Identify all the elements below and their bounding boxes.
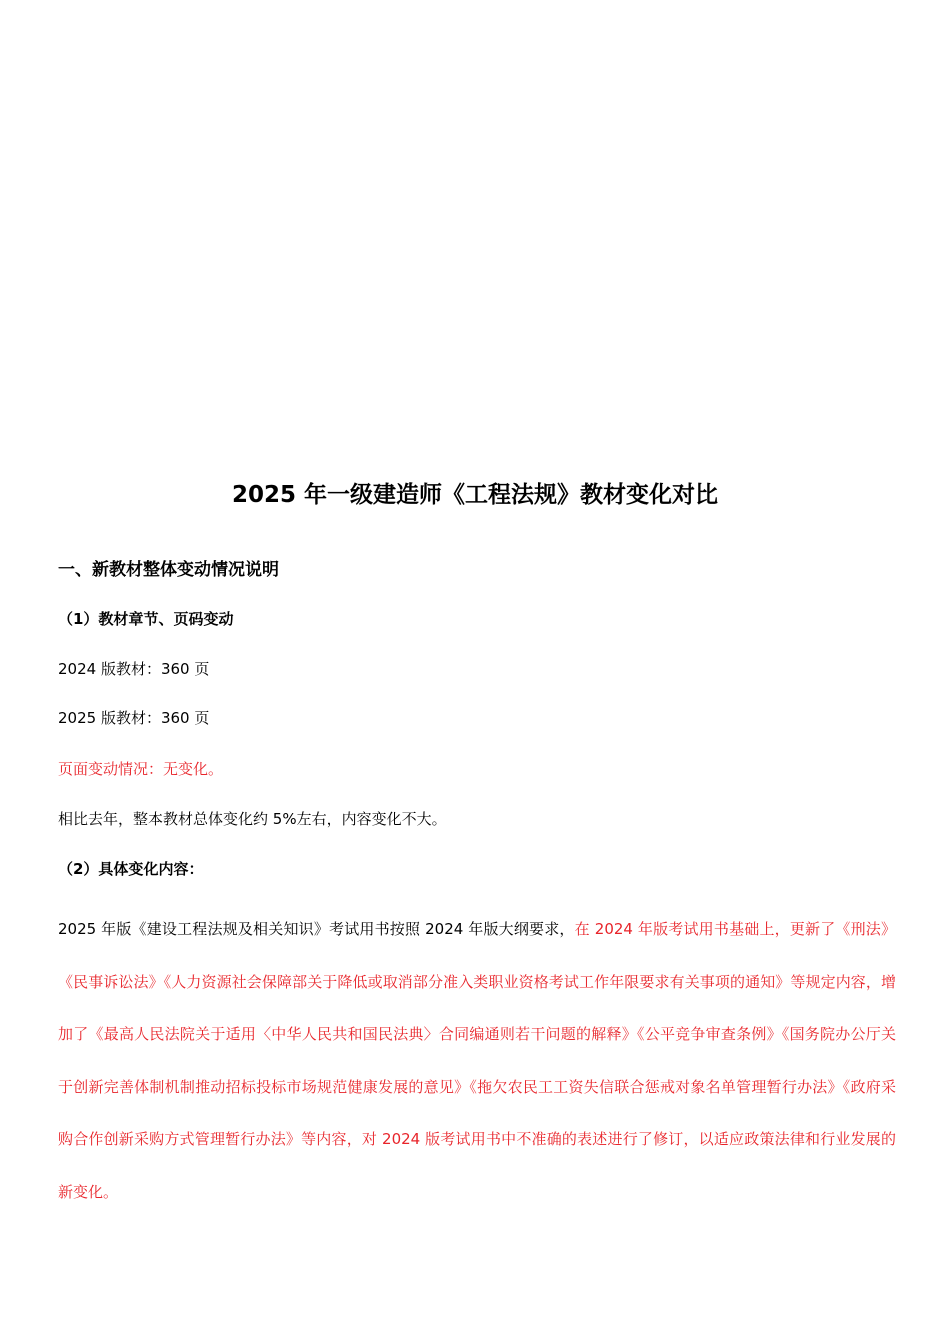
change-summary: 相比去年，整本教材总体变化约 5%左右，内容变化不大。 xyxy=(58,810,447,828)
section-heading-overview: 一、新教材整体变动情况说明 xyxy=(58,560,279,580)
sub-heading-specific-changes: （2）具体变化内容： xyxy=(58,860,204,878)
page-change-status: 页面变动情况：无变化。 xyxy=(58,760,224,778)
line-2025-edition: 2025 版教材：360 页 xyxy=(58,709,210,727)
sub-heading-chapters-pages: （1）教材章节、页码变动 xyxy=(58,610,234,628)
document-title: 2025 年一级建造师《工程法规》教材变化对比 xyxy=(231,482,719,508)
paragraph-intro: 2025 年版《建设工程法规及相关知识》考试用书按照 2024 年版大纲要求， xyxy=(58,920,575,938)
specific-changes-paragraph xyxy=(58,903,896,1219)
paragraph-red-detail: 在 2024 年版考试用书基础上，更新了《刑法》《民事诉讼法》《人力资源社会保障部关于降低或取消部分准入类职业资格考试工作年限要求有关事项的通知》等规定内容，增加了《最高人民法院关于适用〈中华人民共和国民法典〉合同编通则若干问题的解释》《公平竞争审查条例》《国务院办公厅关于创新完善体制机制推动招标投标市场规范健康发展的意见》《拖欠农民工工资失信联合惩戒对象名单管理暂行办法》《政府采购合作创新采购方式管理暂行办法》等内容，对 2024 版考试用书中不准确的表述进行了修订，以适应政策法律和行业发展的新变化。 xyxy=(58,920,896,1201)
line-2024-edition: 2024 版教材：360 页 xyxy=(58,660,210,678)
